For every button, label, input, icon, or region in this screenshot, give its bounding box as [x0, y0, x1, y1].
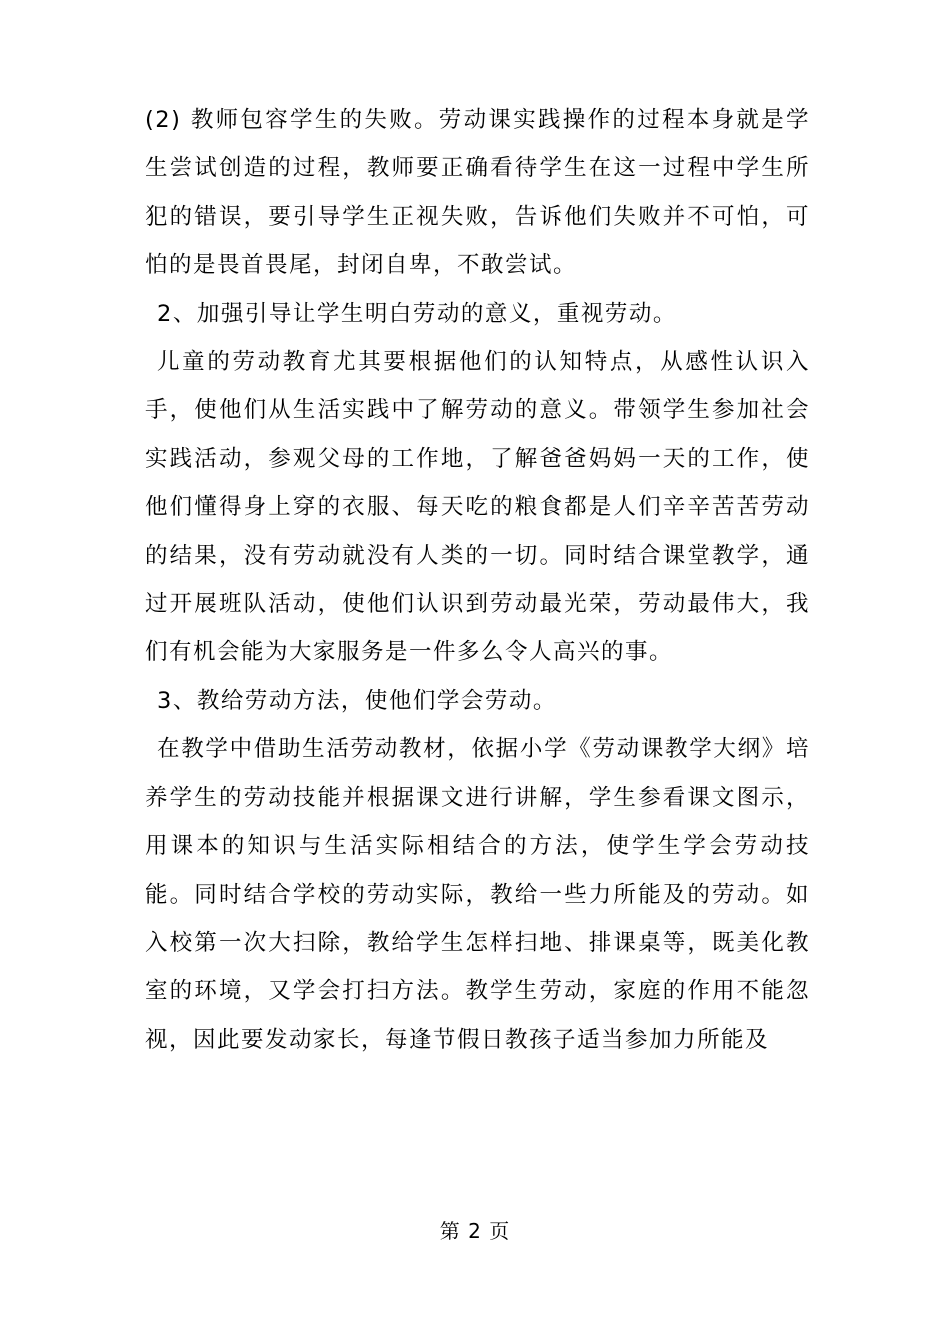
document-body [145, 96, 810, 1064]
section-heading-3: 3、教给劳动方法，使他们学会劳动。 [157, 687, 557, 714]
paragraph-meaning-of-labor: 儿童的劳动教育尤其要根据他们的认知特点，从感性认识入手，使他们从生活实践中了解劳动的意义。带领学生参加社会实践活动，参观父母的工作地，了解爸爸妈妈一天的工作，使他们懂得身上穿的衣服、每天吃的粮食都是人们辛辛苦苦劳动的结果，没有劳动就没有人类的一切。同时结合课堂教学，通过开展班队活动，使他们认识到劳动最光荣，劳动最伟大，我们有机会能为大家服务是一件多么令人高兴的事。 [145, 349, 810, 666]
page-number: 第 2 页 [439, 1219, 511, 1243]
paragraph-teaching-methods: 在教学中借助生活劳动教材，依据小学《劳动课教学大纲》培养学生的劳动技能并根据课文进行讲解，学生参看课文图示，用课本的知识与生活实际相结合的方法，使学生学会劳动技能。同时结合学校的劳动实际，教给一些力所能及的劳动。如入校第一次大扫除，教给学生怎样扫地、排课桌等，既美化教室的环境，又学会打扫方法。教学生劳动，家庭的作用不能忽视，因此要发动家长，每逢节假日教孩子适当参加力所能及 [145, 736, 810, 1053]
section-heading-2: 2、加强引导让学生明白劳动的意义，重视劳动。 [157, 300, 677, 327]
paragraph-tolerate-failure: (2) 教师包容学生的失败。劳动课实践操作的过程本身就是学生尝试创造的过程，教师要正确看待学生在这一过程中学生所犯的错误，要引导学生正视失败，告诉他们失败并不可怕，可怕的是畏首畏尾，封闭自卑，不敢尝试。 [145, 107, 810, 279]
